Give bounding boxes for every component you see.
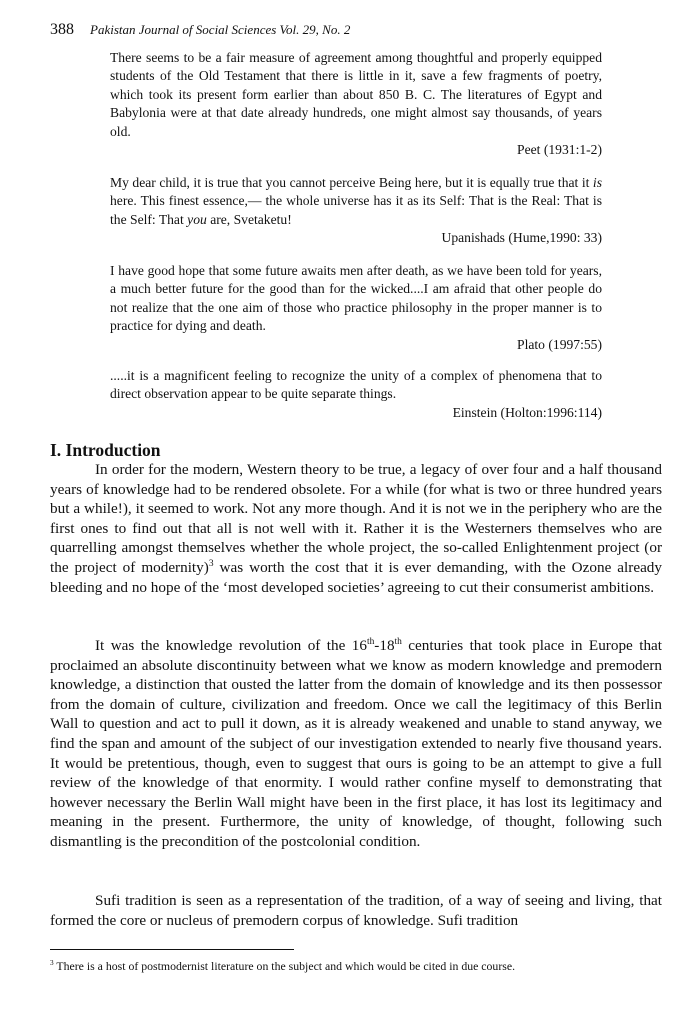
footnote-divider [50,949,294,950]
section-heading: I. Introduction [50,440,161,460]
epigraph-quote [110,49,602,159]
quote-text: .....it is a magnificent feeling to recognize the unity of a complex of phenomena that to direct observation appear to be quite separate things. [110,368,602,402]
journal-title: Pakistan Journal of Social Sciences Vol. 29, No. 2 [90,22,351,37]
quote-text-part: here. This finest essence,— the whole universe has it as its Self: That is the Real: That is the Self: That [110,193,602,227]
paragraph-text-part: -18 [374,637,395,654]
paragraph-text-part: It was the knowledge revolution of the 16 [95,637,367,654]
paragraph-text-part: centuries that took place in Europe that proclaimed an absolute discontinuity between what we know as modern knowledge and premodern knowledge, a distinction that ousted the latter from the domain of knowledge and its then possessor from the domain of culture, civilization and freedom. Once we call the legitimacy of this Berlin Wall to question and act to pull it down, as it is already weakened and unable to stand anyway, we find the span and amount of the subject of our investigation extended to nearly five thousand years. It would be pretentious, though, even to suggest that ours is going to be an attempt to give a full review of the knowledge of that enormity. I would rather confine myself to demonstrating that however necessary the Berlin Wall might have been in the first place, it has lost its legitimacy and meaning in the present. Furthermore, the unity of knowledge, of thought, following such dismantling is the precondition of the postcolonial condition. [50,637,662,850]
quote-text: I have good hope that some future awaits men after death, as we have been told for years, a much better future for the good than for the wicked....I am afraid that other people do not realize that the one aim of those who practice philosophy in the proper manner is to practice for dying and death. [110,263,602,334]
quote-text-part: My dear child, it is true that you cannot perceive Being here, but it is equally true that it [110,175,593,190]
quote-source: Plato (1997:55) [517,336,602,352]
epigraph-quote [110,174,602,248]
footnote-text: There is a host of postmodernist literature on the subject and which would be cited in due course. [53,959,516,973]
epigraph-quote [110,262,602,354]
quote-emphasis: you [187,211,207,227]
body-paragraph [50,636,662,852]
paragraph-text-part: In order for the modern, Western theory to be true, a legacy of over four and a half thousand years of knowledge had to be rendered obsolete. For a while (for what is two or three hundred years but a while!), it seemed to work. Not any more though. And it is not we in the periphery who are the first ones to find out that all is not well with it. Rather it is the Westerners themselves who are quarrelling amongst themselves whether the whole project, the so-called Enlightenment project (or the project of modernity) [50,461,662,576]
paragraph-text [50,460,662,597]
page-number: 388 [50,21,74,38]
quote-text-part: are, Svetaketu! [206,211,292,227]
quote-source: Upanishads (Hume,1990: 33) [441,230,602,246]
footnote-marker: 3 [50,958,54,968]
quote-source: Peet (1931:1-2) [517,142,602,158]
quote-text [110,174,602,229]
epigraph-quote [110,367,602,422]
body-paragraph [50,460,662,597]
paragraph-text-part: was worth the cost that it is ever demanding, with the Ozone already bleeding and no hope of the ‘most developed societies’ agreeing to cut their consumerist ambitions. [50,558,662,596]
quote-emphasis: is [592,175,602,190]
ordinal-suffix: th [394,636,402,647]
footnote-reference[interactable]: 3 [208,558,214,569]
footnote [50,958,670,974]
running-header [50,20,350,40]
quote-text: There seems to be a fair measure of agreement among thoughtful and properly equipped students of the Old Testament that there is little in it, save a few fragments of poetry, which took its present form earlier than about 850 B. C. The literatures of Egypt and Babylonia were at that date already hundreds, one might almost say thousands, of years old. [110,50,602,139]
ordinal-suffix: th [366,636,375,647]
quote-source: Einstein (Holton:1996:114) [452,404,602,420]
paragraph-text: Sufi tradition is seen as a representation of the tradition, of a way of seeing and living, that formed the core or nucleus of premodern corpus of knowledge. Sufi tradition [50,892,662,929]
body-paragraph [50,891,662,930]
paragraph-text [50,636,662,852]
